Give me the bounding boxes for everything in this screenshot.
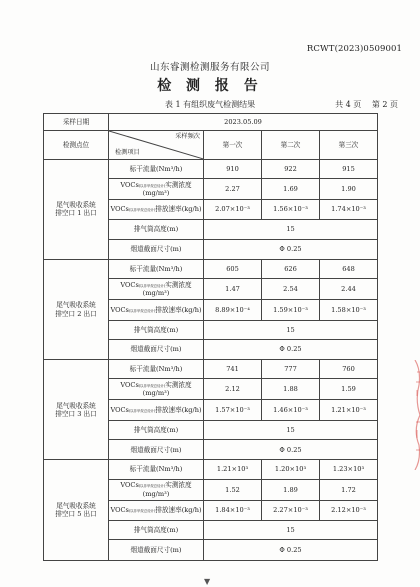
value-cell: 922 [262,159,320,178]
value-cell: 1.74×10⁻³ [320,199,378,219]
col-header: 第三次 [320,130,378,159]
item-voc-concentration [109,279,204,300]
item-flow: 标干流量(Nm³/h) [109,460,204,479]
voc-conc-unit: 实测浓度(mg/m³) [142,280,192,298]
value-cell: Φ 0.25 [204,239,378,259]
value-cell: 1.88 [262,379,320,400]
voc-conc-unit: 实测浓度(mg/m³) [142,481,192,498]
point-label: 检测点位 [44,130,109,159]
item-voc-rate [109,500,204,520]
value-cell: 1.52 [204,479,262,500]
voc-rate-unit: 排放速率(kg/h) [155,506,202,515]
value-cell: 605 [204,259,262,278]
value-cell: 777 [262,360,320,379]
item-voc-concentration [109,479,204,500]
freq-label: 采样频次 [175,132,200,140]
item-flow: 标干流量(Nm³/h) [109,259,204,278]
item-stack-height: 排气筒高度(m) [109,420,204,439]
item-duct-size: 烟道截面尺寸(m) [109,339,204,359]
date-label: 采样日期 [44,114,109,131]
value-cell: 2.12 [204,379,262,400]
voc-prefix: VOCs [120,180,139,189]
item-duct-size: 烟道截面尺寸(m) [109,440,204,460]
value-cell: 1.21×10⁻³ [320,400,378,420]
value-cell: 910 [204,159,262,178]
value-cell: 2.54 [262,279,320,300]
item-stack-height: 排气筒高度(m) [109,521,204,540]
item-voc-concentration [109,379,204,400]
value-cell: 1.69 [262,178,320,199]
value-cell: 1.23×10³ [320,460,378,479]
value-cell: 15 [204,420,378,439]
item-voc-concentration [109,178,204,199]
value-cell: 1.72 [320,479,378,500]
total-pages: 共 4 页 [335,100,362,109]
value-cell: Φ 0.25 [204,540,378,561]
value-cell: 1.21×10³ [204,460,262,479]
item-stack-height: 排气筒高度(m) [109,220,204,239]
value-cell: 1.84×10⁻³ [204,500,262,520]
value-cell: 648 [320,259,378,278]
voc-rate-unit: 排放速率(kg/h) [155,406,202,414]
sampling-point: 尾气吸收系统 排空口 3 出口 [44,360,109,460]
value-cell: 1.57×10⁻³ [204,400,262,420]
value-cell: 15 [204,220,378,239]
page-info [327,99,398,110]
voc-prefix: VOCs [110,305,129,314]
item-label: 检测项目 [115,148,140,156]
value-cell: 1.90 [320,178,378,199]
table-row [44,159,378,178]
value-cell: 1.56×10⁻³ [262,199,320,219]
scroll-down-icon[interactable]: ▼ [204,577,211,586]
document-title: 检 测 报 告 [157,78,263,94]
sampling-point: 尾气吸收系统 排空口 2 出口 [44,259,109,359]
results-table [43,113,378,561]
item-voc-rate [109,199,204,219]
voc-prefix: VOCs [110,406,129,414]
value-cell: 2.44 [320,279,378,300]
voc-subscript: (以非甲烷总烃计) [128,308,156,313]
voc-prefix: VOCs [120,280,139,289]
value-cell: 2.12×10⁻³ [320,500,378,520]
item-voc-rate [109,400,204,420]
item-flow: 标干流量(Nm³/h) [109,159,204,178]
col-header: 第一次 [204,130,262,159]
voc-subscript: (以非甲烷总烃计) [138,384,166,389]
table-caption: 表 1 有组织废气检测结果 [164,100,256,109]
date-value: 2023.05.09 [109,114,378,131]
sampling-point: 尾气吸收系统 排空口 5 出口 [44,460,109,561]
value-cell: 8.89×10⁻⁴ [204,300,262,320]
value-cell: 626 [262,259,320,278]
table-row [44,460,378,479]
voc-conc-unit: 实测浓度(mg/m³) [142,381,192,398]
voc-subscript: (以非甲烷总烃计) [138,283,166,288]
value-cell: 760 [320,360,378,379]
value-cell: 15 [204,320,378,339]
voc-rate-unit: 排放速率(kg/h) [155,305,202,314]
value-cell: 1.89 [262,479,320,500]
sampling-point: 尾气吸收系统 排空口 1 出口 [44,159,109,259]
table-row [44,259,378,278]
voc-subscript: (以非甲烷总烃计) [128,409,156,413]
item-duct-size: 烟道截面尺寸(m) [109,540,204,561]
company-name: 山东睿测检测服务有限公司 [149,62,270,73]
value-cell: 1.46×10⁻³ [262,400,320,420]
value-cell: 15 [204,521,378,540]
voc-subscript: (以非甲烷总烃计) [138,484,166,489]
header-diagonal-cell [109,130,204,159]
item-duct-size: 烟道截面尺寸(m) [109,239,204,259]
voc-subscript: (以非甲烷总烃计) [128,509,156,514]
value-cell: 2.27 [204,178,262,199]
voc-prefix: VOCs [110,205,129,214]
col-header: 第二次 [262,130,320,159]
table-row [44,360,378,379]
value-cell: 741 [204,360,262,379]
voc-prefix: VOCs [120,381,139,390]
seal-stamp-fragment [405,360,420,470]
item-voc-rate [109,300,204,320]
value-cell: 1.58×10⁻³ [320,300,378,320]
value-cell: 1.59 [320,379,378,400]
item-flow: 标干流量(Nm³/h) [109,360,204,379]
item-stack-height: 排气筒高度(m) [109,320,204,339]
current-page: 第 2 页 [371,100,398,109]
voc-conc-unit: 实测浓度(mg/m³) [142,180,192,197]
value-cell: Φ 0.25 [204,339,378,359]
voc-subscript: (以非甲烷总烃计) [128,208,156,213]
voc-subscript: (以非甲烷总烃计) [138,183,166,188]
value-cell: 1.47 [204,279,262,300]
voc-rate-unit: 排放速率(kg/h) [155,205,202,214]
value-cell: 1.59×10⁻³ [262,300,320,320]
value-cell: Φ 0.25 [204,440,378,460]
voc-prefix: VOCs [120,481,139,490]
voc-prefix: VOCs [110,506,129,515]
value-cell: 2.07×10⁻³ [204,199,262,219]
report-number: RCWT(2023)0509001 [306,44,402,54]
value-cell: 915 [320,159,378,178]
value-cell: 1.20×10³ [262,460,320,479]
value-cell: 2.27×10⁻³ [262,500,320,520]
